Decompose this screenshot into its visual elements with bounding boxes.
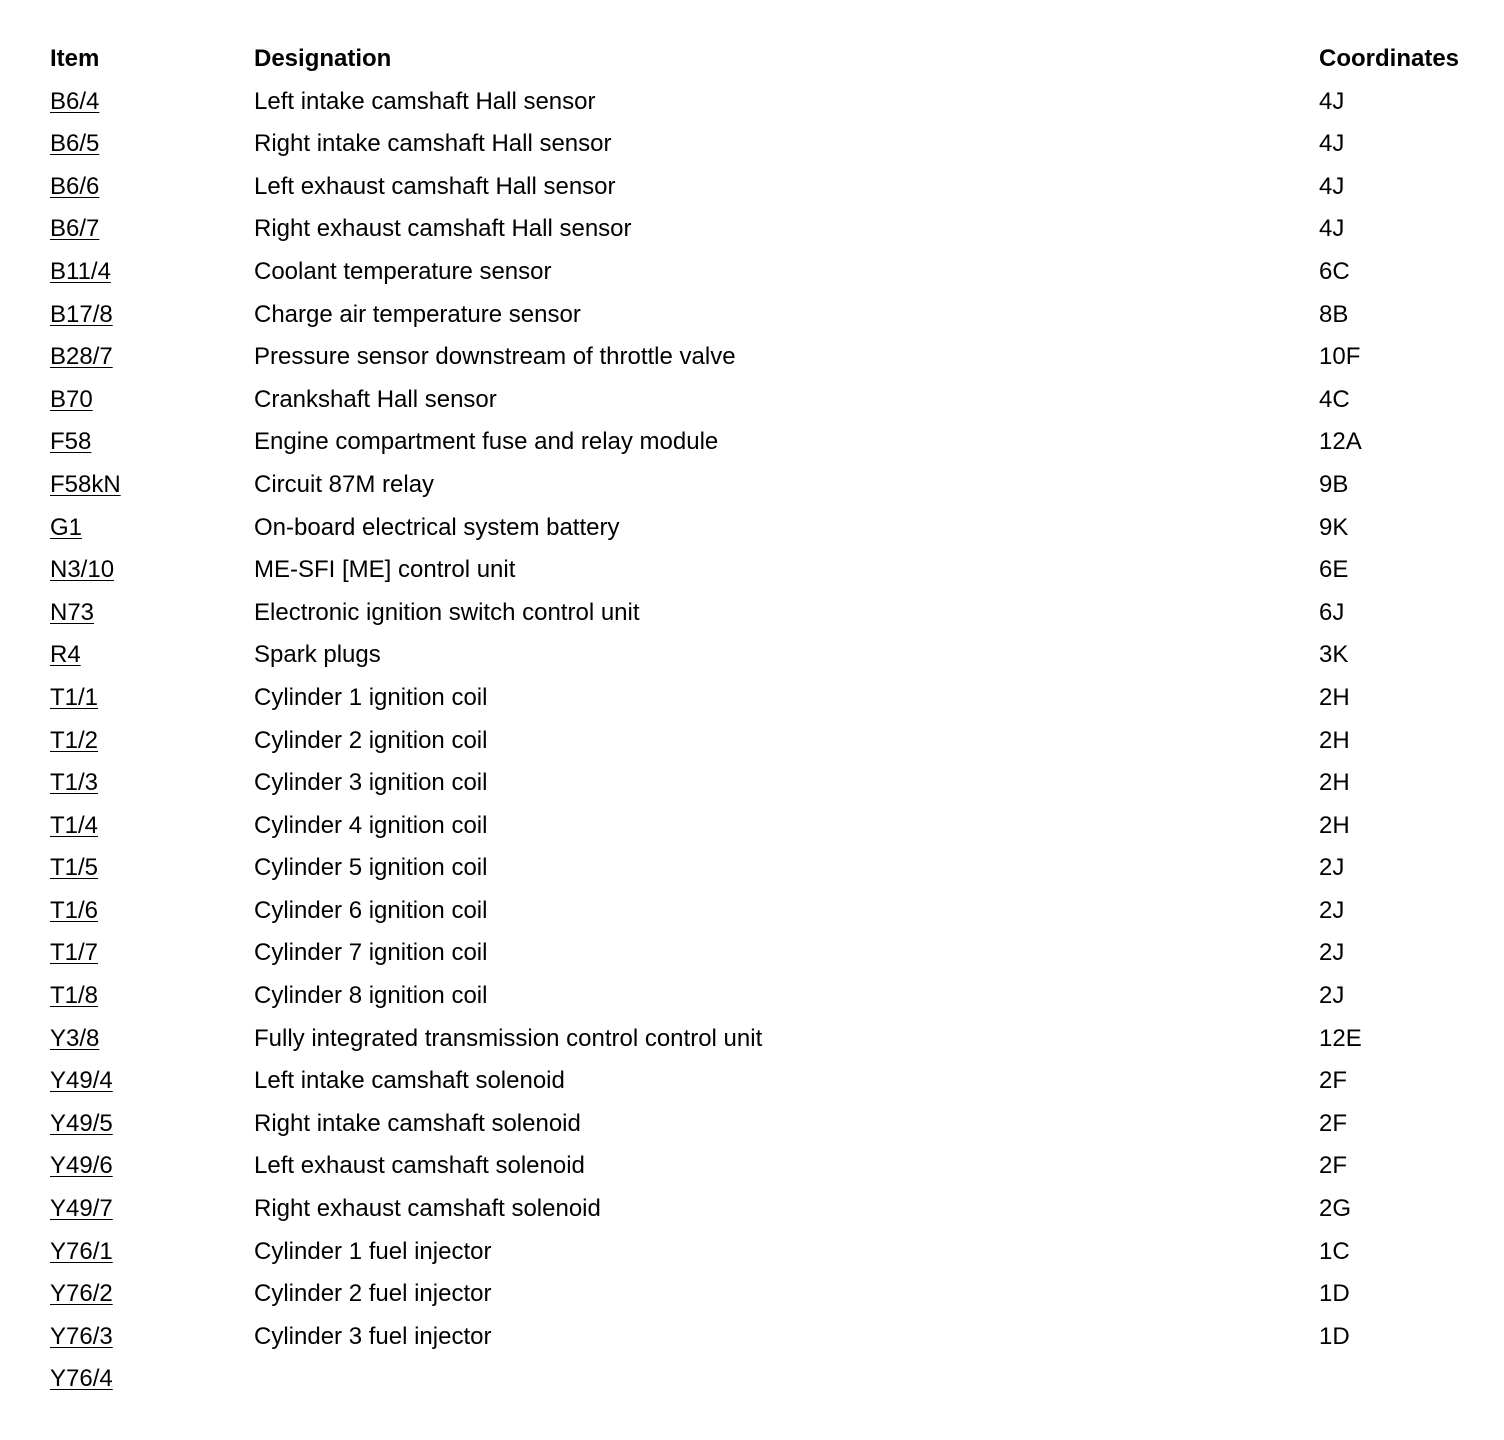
designation-cell: Charge air temperature sensor xyxy=(254,300,581,328)
header-row xyxy=(50,38,1490,81)
item-link[interactable]: T1/4 xyxy=(50,811,99,839)
coordinates-cell: 4J xyxy=(1319,130,1345,158)
coordinates-cell: 3K xyxy=(1319,641,1349,669)
table-row xyxy=(50,1060,1490,1103)
item-cell xyxy=(50,1188,254,1231)
item-cell xyxy=(50,208,254,251)
designation-cell xyxy=(254,1358,1319,1401)
table-row xyxy=(50,762,1490,805)
designation-cell: Right exhaust camshaft solenoid xyxy=(254,1195,601,1223)
coordinates-cell: 2H xyxy=(1319,811,1350,839)
coordinates-cell: 4J xyxy=(1319,87,1345,115)
item-cell xyxy=(50,507,254,550)
table-row xyxy=(50,677,1490,720)
item-cell xyxy=(50,805,254,848)
coordinates-cell: 4J xyxy=(1319,215,1345,243)
table-row xyxy=(50,379,1490,422)
item-cell xyxy=(50,1145,254,1188)
coordinates-cell: 4C xyxy=(1319,385,1350,413)
item-link[interactable]: Y49/7 xyxy=(50,1195,113,1223)
item-link[interactable]: Y49/6 xyxy=(50,1152,113,1180)
item-link[interactable]: G1 xyxy=(50,513,83,541)
designation-cell: Left intake camshaft Hall sensor xyxy=(254,87,596,115)
item-cell xyxy=(50,890,254,933)
coordinates-cell: 1C xyxy=(1319,1237,1350,1265)
table-row xyxy=(50,1316,1490,1359)
item-cell xyxy=(50,1316,254,1359)
designation-cell: Cylinder 3 fuel injector xyxy=(254,1322,492,1350)
coordinates-cell: 6E xyxy=(1319,556,1349,584)
table-row xyxy=(50,208,1490,251)
table-row xyxy=(50,1358,1490,1401)
designation-cell: On-board electrical system battery xyxy=(254,513,620,541)
coordinates-cell: 6C xyxy=(1319,257,1350,285)
designation-cell: Right intake camshaft Hall sensor xyxy=(254,130,612,158)
item-link[interactable]: T1/3 xyxy=(50,769,99,797)
item-link[interactable]: B6/5 xyxy=(50,130,100,158)
component-legend-table xyxy=(50,38,1490,1401)
item-cell xyxy=(50,166,254,209)
designation-cell: Fully integrated transmission control control unit xyxy=(254,1024,763,1052)
table-row xyxy=(50,1231,1490,1274)
coordinates-cell: 9B xyxy=(1319,470,1349,498)
coordinates-cell: 2H xyxy=(1319,726,1350,754)
item-link[interactable]: B17/8 xyxy=(50,300,113,328)
table-row xyxy=(50,720,1490,763)
designation-cell: Right exhaust camshaft Hall sensor xyxy=(254,215,632,243)
coordinates-cell: 2H xyxy=(1319,683,1350,711)
designation-cell: Spark plugs xyxy=(254,641,381,669)
item-cell xyxy=(50,1273,254,1316)
item-link[interactable]: F58 xyxy=(50,428,92,456)
coordinates-cell: 2F xyxy=(1319,1152,1348,1180)
item-cell xyxy=(50,1231,254,1274)
item-cell xyxy=(50,847,254,890)
designation-cell: Cylinder 3 ignition coil xyxy=(254,769,488,797)
designation-cell: Cylinder 6 ignition coil xyxy=(254,896,488,924)
table-row xyxy=(50,464,1490,507)
designation-cell: Cylinder 2 ignition coil xyxy=(254,726,488,754)
designation-column-header: Designation xyxy=(254,45,392,72)
item-cell xyxy=(50,720,254,763)
designation-cell: Circuit 87M relay xyxy=(254,470,435,498)
item-link[interactable]: Y76/1 xyxy=(50,1237,113,1265)
designation-cell: Coolant temperature sensor xyxy=(254,257,552,285)
item-link[interactable]: T1/2 xyxy=(50,726,99,754)
item-cell xyxy=(50,421,254,464)
designation-cell: Cylinder 1 fuel injector xyxy=(254,1237,492,1265)
coordinates-cell: 2J xyxy=(1319,982,1345,1010)
item-link[interactable]: B11/4 xyxy=(50,257,111,285)
item-link[interactable]: T1/1 xyxy=(50,683,99,711)
table-header xyxy=(50,38,1490,81)
designation-cell: Crankshaft Hall sensor xyxy=(254,385,497,413)
table-row xyxy=(50,1145,1490,1188)
item-link[interactable]: T1/6 xyxy=(50,896,99,924)
item-link[interactable]: Y3/8 xyxy=(50,1024,100,1052)
item-link[interactable]: B6/6 xyxy=(50,172,100,200)
item-link[interactable]: T1/5 xyxy=(50,854,99,882)
coordinates-cell: 4J xyxy=(1319,172,1345,200)
item-link[interactable]: B28/7 xyxy=(50,343,113,371)
table-row xyxy=(50,975,1490,1018)
table-row xyxy=(50,890,1490,933)
coordinates-cell: 2J xyxy=(1319,939,1345,967)
item-cell xyxy=(50,251,254,294)
table-row xyxy=(50,81,1490,124)
table-row xyxy=(50,336,1490,379)
coordinates-cell: 2F xyxy=(1319,1109,1348,1137)
table-row xyxy=(50,592,1490,635)
item-cell xyxy=(50,123,254,166)
table-row xyxy=(50,932,1490,975)
item-link[interactable]: Y76/2 xyxy=(50,1280,113,1308)
item-link[interactable]: N3/10 xyxy=(50,556,115,584)
item-cell xyxy=(50,379,254,422)
coordinates-cell: 6J xyxy=(1319,598,1345,626)
designation-cell: Left exhaust camshaft Hall sensor xyxy=(254,172,616,200)
item-cell xyxy=(50,1103,254,1146)
item-cell xyxy=(50,762,254,805)
item-link[interactable]: N73 xyxy=(50,598,95,626)
coordinates-column-header: Coordinates xyxy=(1319,45,1460,72)
table-row xyxy=(50,847,1490,890)
designation-cell: Electronic ignition switch control unit xyxy=(254,598,640,626)
item-column-header: Item xyxy=(50,45,100,72)
item-link[interactable]: T1/8 xyxy=(50,982,99,1010)
table-row xyxy=(50,1103,1490,1146)
designation-cell: ME-SFI [ME] control unit xyxy=(254,556,516,584)
item-link[interactable]: Y49/5 xyxy=(50,1109,113,1137)
item-cell xyxy=(50,464,254,507)
item-cell xyxy=(50,294,254,337)
coordinates-cell: 2F xyxy=(1319,1067,1348,1095)
table-row xyxy=(50,507,1490,550)
table-body xyxy=(50,81,1490,1401)
table-row xyxy=(50,294,1490,337)
designation-cell: Cylinder 1 ignition coil xyxy=(254,683,488,711)
item-cell xyxy=(50,1358,254,1401)
designation-cell: Left exhaust camshaft solenoid xyxy=(254,1152,585,1180)
item-cell xyxy=(50,592,254,635)
table-row xyxy=(50,166,1490,209)
item-link[interactable]: T1/7 xyxy=(50,939,99,967)
item-cell xyxy=(50,549,254,592)
coordinates-cell: 9K xyxy=(1319,513,1349,541)
table-row xyxy=(50,1018,1490,1061)
designation-cell: Cylinder 4 ignition coil xyxy=(254,811,488,839)
item-cell xyxy=(50,634,254,677)
table-row xyxy=(50,634,1490,677)
designation-cell: Cylinder 7 ignition coil xyxy=(254,939,488,967)
coordinates-cell: 2G xyxy=(1319,1195,1352,1223)
item-link[interactable]: Y76/3 xyxy=(50,1322,113,1350)
item-link[interactable]: R4 xyxy=(50,641,81,669)
item-link[interactable]: B6/4 xyxy=(50,87,100,115)
coordinates-cell: 1D xyxy=(1319,1280,1350,1308)
table-row xyxy=(50,805,1490,848)
table-row xyxy=(50,1188,1490,1231)
item-link[interactable]: F58kN xyxy=(50,470,121,498)
table-row xyxy=(50,549,1490,592)
coordinates-cell: 10F xyxy=(1319,343,1361,371)
coordinates-cell: 8B xyxy=(1319,300,1349,328)
designation-cell: Cylinder 2 fuel injector xyxy=(254,1280,492,1308)
coordinates-cell: 12A xyxy=(1319,428,1362,456)
designation-cell: Left intake camshaft solenoid xyxy=(254,1067,565,1095)
coordinates-cell: 2H xyxy=(1319,769,1350,797)
item-cell xyxy=(50,677,254,720)
designation-cell: Pressure sensor downstream of throttle valve xyxy=(254,343,736,371)
item-cell xyxy=(50,81,254,124)
designation-cell: Cylinder 8 ignition coil xyxy=(254,982,488,1010)
table-row xyxy=(50,1273,1490,1316)
item-cell xyxy=(50,1018,254,1061)
item-cell xyxy=(50,975,254,1018)
designation-cell: Engine compartment fuse and relay module xyxy=(254,428,719,456)
table-row xyxy=(50,123,1490,166)
coordinates-cell: 2J xyxy=(1319,896,1345,924)
item-link[interactable]: B6/7 xyxy=(50,215,100,243)
table-row xyxy=(50,251,1490,294)
item-link[interactable]: Y76/4 xyxy=(50,1365,113,1393)
item-cell xyxy=(50,1060,254,1103)
coordinates-cell: 2J xyxy=(1319,854,1345,882)
coordinates-cell: 1D xyxy=(1319,1322,1350,1350)
coordinates-cell xyxy=(1319,1358,1490,1401)
designation-cell: Cylinder 5 ignition coil xyxy=(254,854,488,882)
item-cell xyxy=(50,932,254,975)
table-row xyxy=(50,421,1490,464)
coordinates-cell: 12E xyxy=(1319,1024,1362,1052)
item-link[interactable]: B70 xyxy=(50,385,93,413)
designation-cell: Right intake camshaft solenoid xyxy=(254,1109,581,1137)
item-cell xyxy=(50,336,254,379)
item-link[interactable]: Y49/4 xyxy=(50,1067,113,1095)
